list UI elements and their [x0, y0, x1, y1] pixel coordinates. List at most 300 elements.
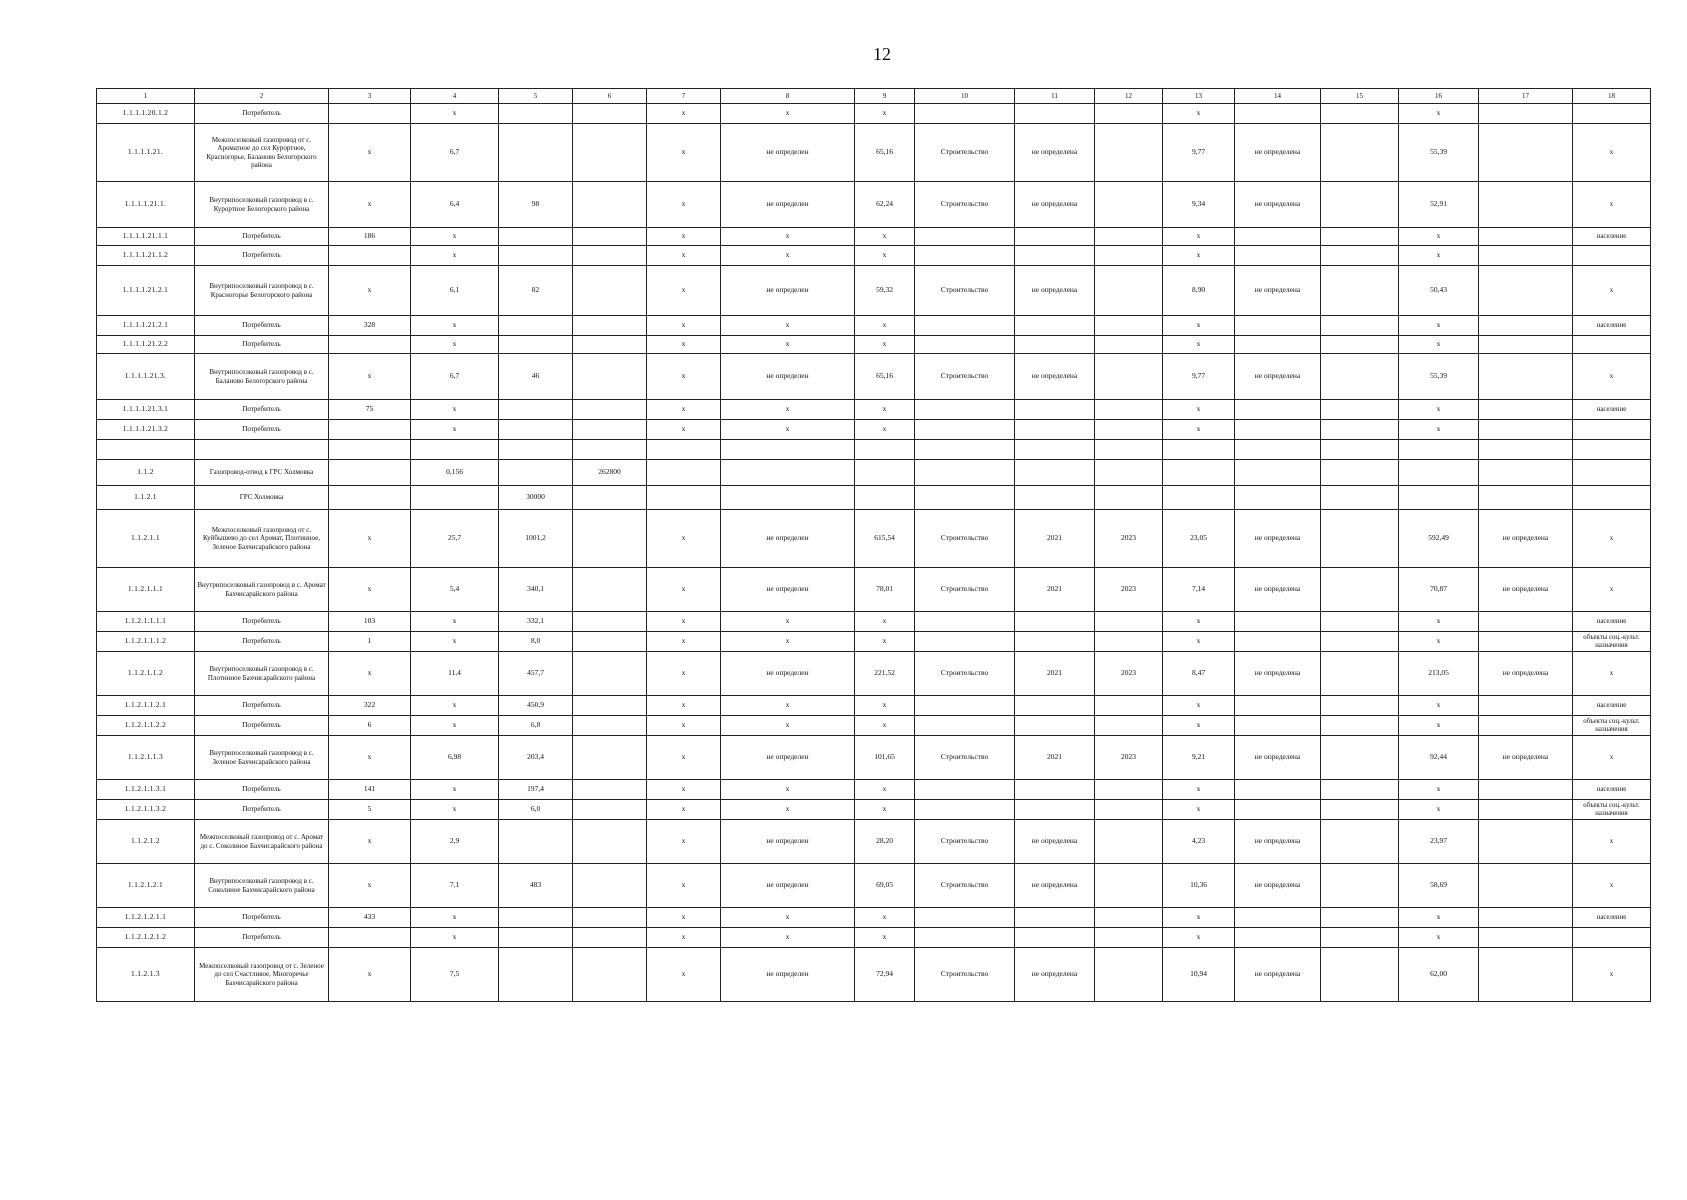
table-cell: [647, 486, 721, 510]
table-cell: [195, 440, 329, 460]
table-cell: Строительство: [915, 820, 1015, 864]
table-cell: Потребитель: [195, 928, 329, 948]
table-cell: [721, 486, 855, 510]
table-cell: [1321, 486, 1399, 510]
table-cell: [1479, 486, 1573, 510]
table-cell: 450,9: [499, 696, 573, 716]
table-cell: [1015, 612, 1095, 632]
column-header: 1: [97, 89, 195, 104]
table-cell: х: [1399, 316, 1479, 336]
table-cell: [1095, 124, 1163, 182]
table-cell: [1479, 908, 1573, 928]
table-cell: 1.1.2.1.1: [97, 510, 195, 568]
table-cell: [855, 486, 915, 510]
table-row: [97, 800, 1651, 820]
table-cell: Внутрипоселковый газопровод в с. Соколиное Бахчисарайского района: [195, 864, 329, 908]
table-cell: х: [1399, 696, 1479, 716]
table-cell: х: [1573, 124, 1651, 182]
table-cell: [915, 612, 1015, 632]
table-cell: [1479, 780, 1573, 800]
table-cell: 1.1.1.1.21.: [97, 124, 195, 182]
table-cell: [915, 104, 1015, 124]
table-cell: 1: [329, 632, 411, 652]
table-cell: х: [721, 780, 855, 800]
table-cell: [499, 124, 573, 182]
table-cell: [1573, 246, 1651, 266]
table-cell: [1235, 486, 1321, 510]
table-cell: [1573, 104, 1651, 124]
table-cell: 186: [329, 228, 411, 246]
table-cell: Потребитель: [195, 908, 329, 928]
table-cell: х: [855, 632, 915, 652]
table-cell: 0,156: [411, 460, 499, 486]
column-header: 17: [1479, 89, 1573, 104]
table-cell: [329, 104, 411, 124]
table-cell: [1321, 736, 1399, 780]
table-cell: х: [1399, 400, 1479, 420]
table-cell: [1015, 716, 1095, 736]
table-cell: Потребитель: [195, 780, 329, 800]
table-cell: [721, 440, 855, 460]
table-cell: 332,1: [499, 612, 573, 632]
table-cell: х: [1163, 228, 1235, 246]
table-cell: [573, 104, 647, 124]
table-cell: [1321, 400, 1399, 420]
table-cell: Внутрипоселковый газопровод в с. Плотинное Бахчисарайского района: [195, 652, 329, 696]
table-cell: [1321, 696, 1399, 716]
table-cell: х: [411, 716, 499, 736]
table-cell: не определена: [1235, 182, 1321, 228]
table-cell: 2023: [1095, 652, 1163, 696]
table-cell: 75: [329, 400, 411, 420]
table-cell: х: [647, 632, 721, 652]
table-cell: х: [647, 104, 721, 124]
table-cell: х: [647, 780, 721, 800]
table-cell: 2023: [1095, 510, 1163, 568]
table-cell: [1015, 908, 1095, 928]
table-row: [97, 716, 1651, 736]
table-cell: [1479, 266, 1573, 316]
table-cell: не определена: [1015, 820, 1095, 864]
table-cell: 2021: [1015, 568, 1095, 612]
table-cell: [915, 632, 1015, 652]
table-cell: 2021: [1015, 510, 1095, 568]
table-cell: х: [647, 612, 721, 632]
table-cell: [573, 736, 647, 780]
table-cell: х: [647, 716, 721, 736]
table-cell: [573, 716, 647, 736]
table-cell: [1479, 124, 1573, 182]
table-cell: 65,16: [855, 124, 915, 182]
table-cell: х: [411, 696, 499, 716]
table-cell: [1321, 652, 1399, 696]
table-cell: х: [647, 420, 721, 440]
table-cell: 46: [499, 354, 573, 400]
table-cell: [915, 400, 1015, 420]
table-cell: 78,01: [855, 568, 915, 612]
table-row: [97, 510, 1651, 568]
table-cell: [1095, 336, 1163, 354]
table-cell: х: [329, 510, 411, 568]
table-row: [97, 736, 1651, 780]
table-cell: 1.1.2.1: [97, 486, 195, 510]
table-cell: 92,44: [1399, 736, 1479, 780]
table-cell: Потребитель: [195, 316, 329, 336]
table-cell: [573, 124, 647, 182]
table-cell: [499, 228, 573, 246]
table-cell: [915, 440, 1015, 460]
table-cell: [1015, 486, 1095, 510]
table-cell: [855, 440, 915, 460]
table-cell: 1.1.1.1.21.1.2: [97, 246, 195, 266]
table-cell: х: [411, 336, 499, 354]
table-cell: х: [1573, 736, 1651, 780]
table-row: [97, 612, 1651, 632]
table-cell: [1321, 354, 1399, 400]
table-cell: население: [1573, 228, 1651, 246]
table-cell: население: [1573, 316, 1651, 336]
table-cell: 4,23: [1163, 820, 1235, 864]
table-cell: х: [855, 336, 915, 354]
table-cell: 55,39: [1399, 124, 1479, 182]
table-cell: население: [1573, 612, 1651, 632]
table-cell: х: [411, 316, 499, 336]
table-cell: х: [1163, 716, 1235, 736]
table-row: [97, 948, 1651, 1002]
table-cell: 203,4: [499, 736, 573, 780]
table-cell: х: [1573, 182, 1651, 228]
table-cell: [1321, 124, 1399, 182]
table-cell: х: [1573, 266, 1651, 316]
table-cell: [915, 908, 1015, 928]
table-cell: [915, 780, 1015, 800]
table-cell: [499, 246, 573, 266]
table-cell: х: [1163, 928, 1235, 948]
table-cell: [1479, 800, 1573, 820]
table-cell: [1321, 612, 1399, 632]
table-cell: х: [721, 908, 855, 928]
table-cell: х: [1163, 246, 1235, 266]
table-cell: объекты соц.-культ. назначения: [1573, 800, 1651, 820]
table-cell: [1479, 400, 1573, 420]
table-cell: [573, 696, 647, 716]
table-cell: х: [647, 400, 721, 420]
table-cell: 62,24: [855, 182, 915, 228]
table-cell: 1.1.2.1.1.2: [97, 652, 195, 696]
table-cell: не определена: [1479, 652, 1573, 696]
table-cell: [1015, 104, 1095, 124]
table-cell: [573, 400, 647, 420]
table-cell: 8,90: [1163, 266, 1235, 316]
column-header: 2: [195, 89, 329, 104]
table-cell: [1095, 800, 1163, 820]
table-row: [97, 266, 1651, 316]
table-cell: 141: [329, 780, 411, 800]
column-header: 11: [1015, 89, 1095, 104]
table-cell: [1095, 400, 1163, 420]
table-cell: [1235, 246, 1321, 266]
table-cell: 592,49: [1399, 510, 1479, 568]
table-cell: [1479, 820, 1573, 864]
table-cell: х: [647, 182, 721, 228]
table-cell: х: [1163, 316, 1235, 336]
table-cell: [573, 440, 647, 460]
table-cell: х: [1163, 780, 1235, 800]
table-cell: [647, 440, 721, 460]
column-header: 8: [721, 89, 855, 104]
table-cell: Внутрипоселковый газопровод в с. Зеленое Бахчисарайского района: [195, 736, 329, 780]
table-cell: 1.1.1.1.21.3.2: [97, 420, 195, 440]
table-cell: 10,94: [1163, 948, 1235, 1002]
table-row: [97, 908, 1651, 928]
table-cell: 6: [329, 716, 411, 736]
table-cell: [1479, 460, 1573, 486]
table-cell: х: [721, 632, 855, 652]
table-cell: [1015, 316, 1095, 336]
table-cell: 28,20: [855, 820, 915, 864]
table-cell: 8,0: [499, 632, 573, 652]
table-cell: х: [855, 928, 915, 948]
table-cell: [1235, 780, 1321, 800]
table-cell: население: [1573, 400, 1651, 420]
table-cell: 1.1.2.1.1.1.1: [97, 612, 195, 632]
table-row: [97, 246, 1651, 266]
table-row: [97, 104, 1651, 124]
table-cell: Строительство: [915, 266, 1015, 316]
table-cell: не определен: [721, 948, 855, 1002]
table-cell: [1235, 440, 1321, 460]
table-cell: х: [329, 736, 411, 780]
table-row: [97, 316, 1651, 336]
table-cell: [573, 354, 647, 400]
table-cell: [499, 104, 573, 124]
table-cell: [329, 246, 411, 266]
table-cell: х: [1399, 228, 1479, 246]
table-cell: [1095, 486, 1163, 510]
table-cell: Строительство: [915, 864, 1015, 908]
table-cell: [1479, 716, 1573, 736]
table-cell: х: [855, 246, 915, 266]
table-cell: х: [411, 612, 499, 632]
table-cell: [1321, 460, 1399, 486]
table-cell: х: [647, 354, 721, 400]
table-cell: объекты соц.-культ. назначения: [1573, 716, 1651, 736]
table-cell: Потребитель: [195, 336, 329, 354]
table-cell: [499, 316, 573, 336]
table-cell: [1321, 948, 1399, 1002]
data-table: [96, 88, 1651, 1002]
table-cell: 9,77: [1163, 124, 1235, 182]
table-cell: население: [1573, 696, 1651, 716]
table-cell: [573, 246, 647, 266]
table-cell: 25,7: [411, 510, 499, 568]
table-cell: [1235, 336, 1321, 354]
table-cell: Строительство: [915, 652, 1015, 696]
table-cell: х: [647, 246, 721, 266]
table-cell: х: [411, 420, 499, 440]
table-cell: Межпоселковый газопровод от с. Ароматное до сел Курортное, Красногорье, Баланово Белогорского района: [195, 124, 329, 182]
table-cell: х: [1163, 612, 1235, 632]
table-cell: [1095, 460, 1163, 486]
column-header: 16: [1399, 89, 1479, 104]
table-cell: [1095, 420, 1163, 440]
table-cell: х: [855, 716, 915, 736]
table-cell: Строительство: [915, 354, 1015, 400]
table-cell: х: [1573, 948, 1651, 1002]
table-cell: х: [855, 696, 915, 716]
table-cell: х: [855, 780, 915, 800]
table-cell: х: [1163, 336, 1235, 354]
table-cell: [1235, 632, 1321, 652]
table-cell: 1.1.1.1.21.2.2: [97, 336, 195, 354]
table-cell: не определена: [1479, 510, 1573, 568]
table-cell: 262800: [573, 460, 647, 486]
table-cell: х: [329, 568, 411, 612]
table-cell: [573, 420, 647, 440]
table-cell: 213,05: [1399, 652, 1479, 696]
table-cell: 1.1.2.1.1.2.2: [97, 716, 195, 736]
table-cell: [499, 948, 573, 1002]
table-cell: х: [1399, 716, 1479, 736]
table-cell: 8,47: [1163, 652, 1235, 696]
table-cell: 1.1.1.1.21.1.: [97, 182, 195, 228]
table-cell: Потребитель: [195, 800, 329, 820]
table-cell: [573, 612, 647, 632]
table-cell: х: [721, 246, 855, 266]
table-cell: 1.1.2.1.2.1.2: [97, 928, 195, 948]
table-cell: [1095, 696, 1163, 716]
table-cell: не определена: [1235, 266, 1321, 316]
table-cell: х: [647, 736, 721, 780]
table-cell: не определен: [721, 182, 855, 228]
table-cell: Строительство: [915, 124, 1015, 182]
table-cell: [1479, 632, 1573, 652]
table-cell: [1095, 820, 1163, 864]
table-cell: х: [329, 820, 411, 864]
table-cell: х: [1163, 908, 1235, 928]
table-cell: [915, 336, 1015, 354]
table-row: [97, 336, 1651, 354]
table-cell: х: [647, 228, 721, 246]
table-cell: [915, 696, 1015, 716]
table-cell: х: [855, 228, 915, 246]
table-cell: [1399, 486, 1479, 510]
table-cell: [1321, 820, 1399, 864]
table-cell: [499, 336, 573, 354]
table-cell: [1235, 696, 1321, 716]
table-cell: не определена: [1235, 354, 1321, 400]
table-cell: [915, 246, 1015, 266]
table-cell: [1015, 336, 1095, 354]
column-header: 4: [411, 89, 499, 104]
table-cell: х: [1399, 612, 1479, 632]
table-cell: х: [329, 124, 411, 182]
table-cell: х: [647, 652, 721, 696]
table-cell: 1.1.2.1.2.1.1: [97, 908, 195, 928]
table-cell: [573, 266, 647, 316]
table-cell: 62,00: [1399, 948, 1479, 1002]
table-cell: х: [1399, 420, 1479, 440]
table-cell: х: [1163, 400, 1235, 420]
table-cell: [1321, 246, 1399, 266]
table-cell: [1479, 696, 1573, 716]
table-cell: х: [647, 908, 721, 928]
table-cell: [1573, 440, 1651, 460]
table-cell: 6,8: [499, 716, 573, 736]
table-cell: [1095, 928, 1163, 948]
table-cell: [573, 820, 647, 864]
table-cell: [1095, 864, 1163, 908]
table-cell: [1479, 316, 1573, 336]
table-cell: не определена: [1235, 864, 1321, 908]
table-cell: х: [411, 400, 499, 420]
table-cell: Внутрипоселковый газопровод в с. Баланово Белогорского района: [195, 354, 329, 400]
table-cell: Строительство: [915, 182, 1015, 228]
table-cell: [411, 486, 499, 510]
table-row: [97, 460, 1651, 486]
table-cell: 82: [499, 266, 573, 316]
table-cell: 98: [499, 182, 573, 228]
table-cell: не определена: [1235, 820, 1321, 864]
table-cell: не определена: [1235, 124, 1321, 182]
table-cell: [1321, 440, 1399, 460]
table-cell: [1321, 228, 1399, 246]
table-cell: х: [647, 316, 721, 336]
table-cell: х: [855, 800, 915, 820]
table-cell: Потребитель: [195, 696, 329, 716]
table-cell: не определена: [1015, 182, 1095, 228]
table-cell: [573, 780, 647, 800]
table-cell: [97, 440, 195, 460]
table-cell: 1.1.1.1.21.3.: [97, 354, 195, 400]
table-cell: х: [411, 928, 499, 948]
table-cell: не определена: [1015, 354, 1095, 400]
table-cell: х: [1573, 568, 1651, 612]
table-cell: х: [1163, 800, 1235, 820]
table-cell: х: [855, 420, 915, 440]
column-header: 18: [1573, 89, 1651, 104]
table-cell: [1235, 908, 1321, 928]
column-header: 3: [329, 89, 411, 104]
table-cell: х: [329, 354, 411, 400]
table-cell: [1479, 354, 1573, 400]
table-cell: х: [647, 928, 721, 948]
table-cell: 50,43: [1399, 266, 1479, 316]
table-cell: [329, 420, 411, 440]
table-cell: [1015, 632, 1095, 652]
table-cell: 7,1: [411, 864, 499, 908]
table-cell: [329, 460, 411, 486]
column-header: 5: [499, 89, 573, 104]
table-cell: [915, 928, 1015, 948]
table-cell: [1015, 928, 1095, 948]
table-cell: х: [647, 124, 721, 182]
table-cell: х: [411, 800, 499, 820]
table-cell: 1.1.1.1.21.2.1: [97, 316, 195, 336]
table-cell: [411, 440, 499, 460]
table-cell: [1479, 928, 1573, 948]
table-cell: х: [411, 908, 499, 928]
table-cell: х: [329, 948, 411, 1002]
table-cell: [647, 460, 721, 486]
table-cell: 483: [499, 864, 573, 908]
table-cell: [1573, 928, 1651, 948]
table-cell: ГРС Холмовка: [195, 486, 329, 510]
table-cell: х: [721, 928, 855, 948]
table-cell: [1095, 716, 1163, 736]
table-cell: [1479, 864, 1573, 908]
table-cell: [1321, 780, 1399, 800]
